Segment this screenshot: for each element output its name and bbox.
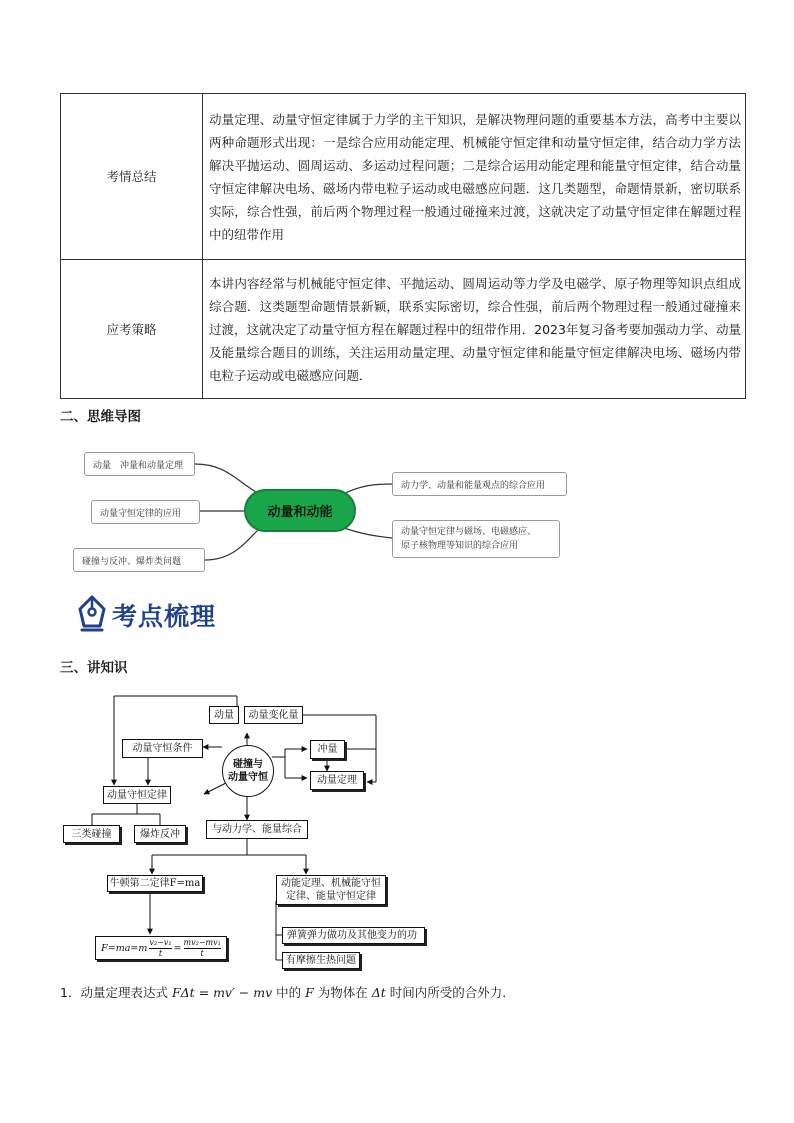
kd-formula-left: F=ma=m <box>101 942 148 954</box>
row-label: 应考策略 <box>61 260 203 399</box>
mindmap-branch-electromagnetic <box>392 520 560 558</box>
kd-energy-theorems-line1: 动能定理、机械能守恒 <box>281 878 381 889</box>
mindmap-branch-collision: 碰撞与反冲、爆炸类问题 <box>73 548 205 572</box>
mindmap-branch-conservation: 动量守恒定律的应用 <box>91 500 200 524</box>
pen-nib-icon <box>76 594 108 634</box>
point-1-text <box>60 983 515 1001</box>
kd-energy-theorems <box>276 875 386 905</box>
kd-energy-theorems-line2: 定律、能量守恒定律 <box>286 891 376 902</box>
section-heading-knowledge: 三、讲知识 <box>60 660 128 676</box>
point-1-var-f: F <box>305 985 314 1000</box>
kd-formula-frac2-den: t <box>200 948 204 958</box>
kd-conservation-law: 动量守恒定律 <box>103 786 171 804</box>
point-1-formula: FΔt = mv′ − mv <box>171 985 273 1000</box>
kaodian-title: 考点梳理 <box>112 602 217 631</box>
kd-momentum-theorem: 动量定理 <box>310 771 364 790</box>
kd-formula-eq: = <box>173 942 182 954</box>
table-row <box>61 260 746 399</box>
mindmap-branch-impulse: 动量 冲量和动量定理 <box>84 452 195 476</box>
mindmap-branch-dynamics: 动力学、动量和能量观点的综合应用 <box>392 472 567 496</box>
kd-friction-heat: 有摩擦生热问题 <box>282 952 360 969</box>
point-1-prefix: 1．动量定理表达式 <box>60 985 172 1000</box>
kd-center-circle <box>222 745 274 797</box>
summary-table <box>60 93 746 399</box>
kd-center-line1: 碰撞与 <box>233 759 263 770</box>
table-row <box>61 94 746 260</box>
point-1-var-dt: Δt <box>371 985 386 1000</box>
point-1-suffix: 时间内所受的合外力． <box>385 985 515 1000</box>
kd-impulse: 冲量 <box>310 740 345 759</box>
kd-center-line2: 动量守恒 <box>228 772 268 783</box>
kd-momentum: 动量 <box>209 706 239 724</box>
mindmap-branch-electromagnetic-line2: 原子核物理等知识的综合应用 <box>401 541 519 551</box>
kd-impulse-formula <box>95 936 227 960</box>
mindmap-center: 动量和动能 <box>244 489 356 532</box>
kd-formula-frac2-num: mv₂−mv₁ <box>183 937 221 947</box>
kd-three-collisions: 三类碰撞 <box>63 825 120 843</box>
kd-momentum-change: 动量变化量 <box>244 706 303 724</box>
mindmap-branch-electromagnetic-line1: 动量守恒定律与磁场、电磁感应、 <box>401 527 537 537</box>
kd-conservation-condition: 动量守恒条件 <box>122 739 203 758</box>
kd-formula-frac1-num: v₂−v₁ <box>149 937 172 947</box>
kd-newton-second-law: 牛顿第二定律F=ma <box>107 875 203 892</box>
row-content: 动量定理、动量守恒定律属于力学的主干知识，是解决物理问题的重要基本方法，高考中主要以两种命题形式出现：一是综合应用动能定理、机械能守恒定律和动量守恒定律，结合动力学方法解决平抛运动、圆周运动、多运动过程问题；二是综合运用动能定理和能量守恒定律，结合动量守恒定律解决电场、磁场内带电粒子运动或电磁感应问题．这几类题型，命题情景新，密切联系实际，综合性强，前后两个物理过程一般通过碰撞来过渡，这就决定了动量守恒定律在解题过程中的纽带作用 <box>203 94 746 260</box>
point-1-middle: 中的 <box>272 985 306 1000</box>
kd-dynamics-energy: 与动力学、能量综合 <box>206 820 308 839</box>
point-1-mid2: 为物体在 <box>313 985 372 1000</box>
kd-spring-work: 弹簧弹力做功及其他变力的功 <box>282 927 425 944</box>
kd-explosion-recoil: 爆炸反冲 <box>134 825 186 843</box>
row-content: 本讲内容经常与机械能守恒定律、平抛运动、圆周运动等力学及电磁学、原子物理等知识点组成综合题．这类题型命题情景新颖，联系实际密切，综合性强，前后两个物理过程一般通过碰撞来过渡，这就决定了动量守恒方程在解题过程中的纽带作用．2023年复习备考要加强动力学、动量及能量综合题目的训练，关注运用动量定理、动量守恒定律和能量守恒定律解决电场、磁场内带电粒子运动或电磁感应问题． <box>203 260 746 399</box>
kd-formula-frac1-den: t <box>158 948 163 958</box>
row-label: 考情总结 <box>61 94 203 260</box>
section-heading-mindmap: 二、思维导图 <box>60 409 141 425</box>
kd-formula-frac2 <box>184 938 221 959</box>
kd-formula-frac1 <box>149 938 171 959</box>
